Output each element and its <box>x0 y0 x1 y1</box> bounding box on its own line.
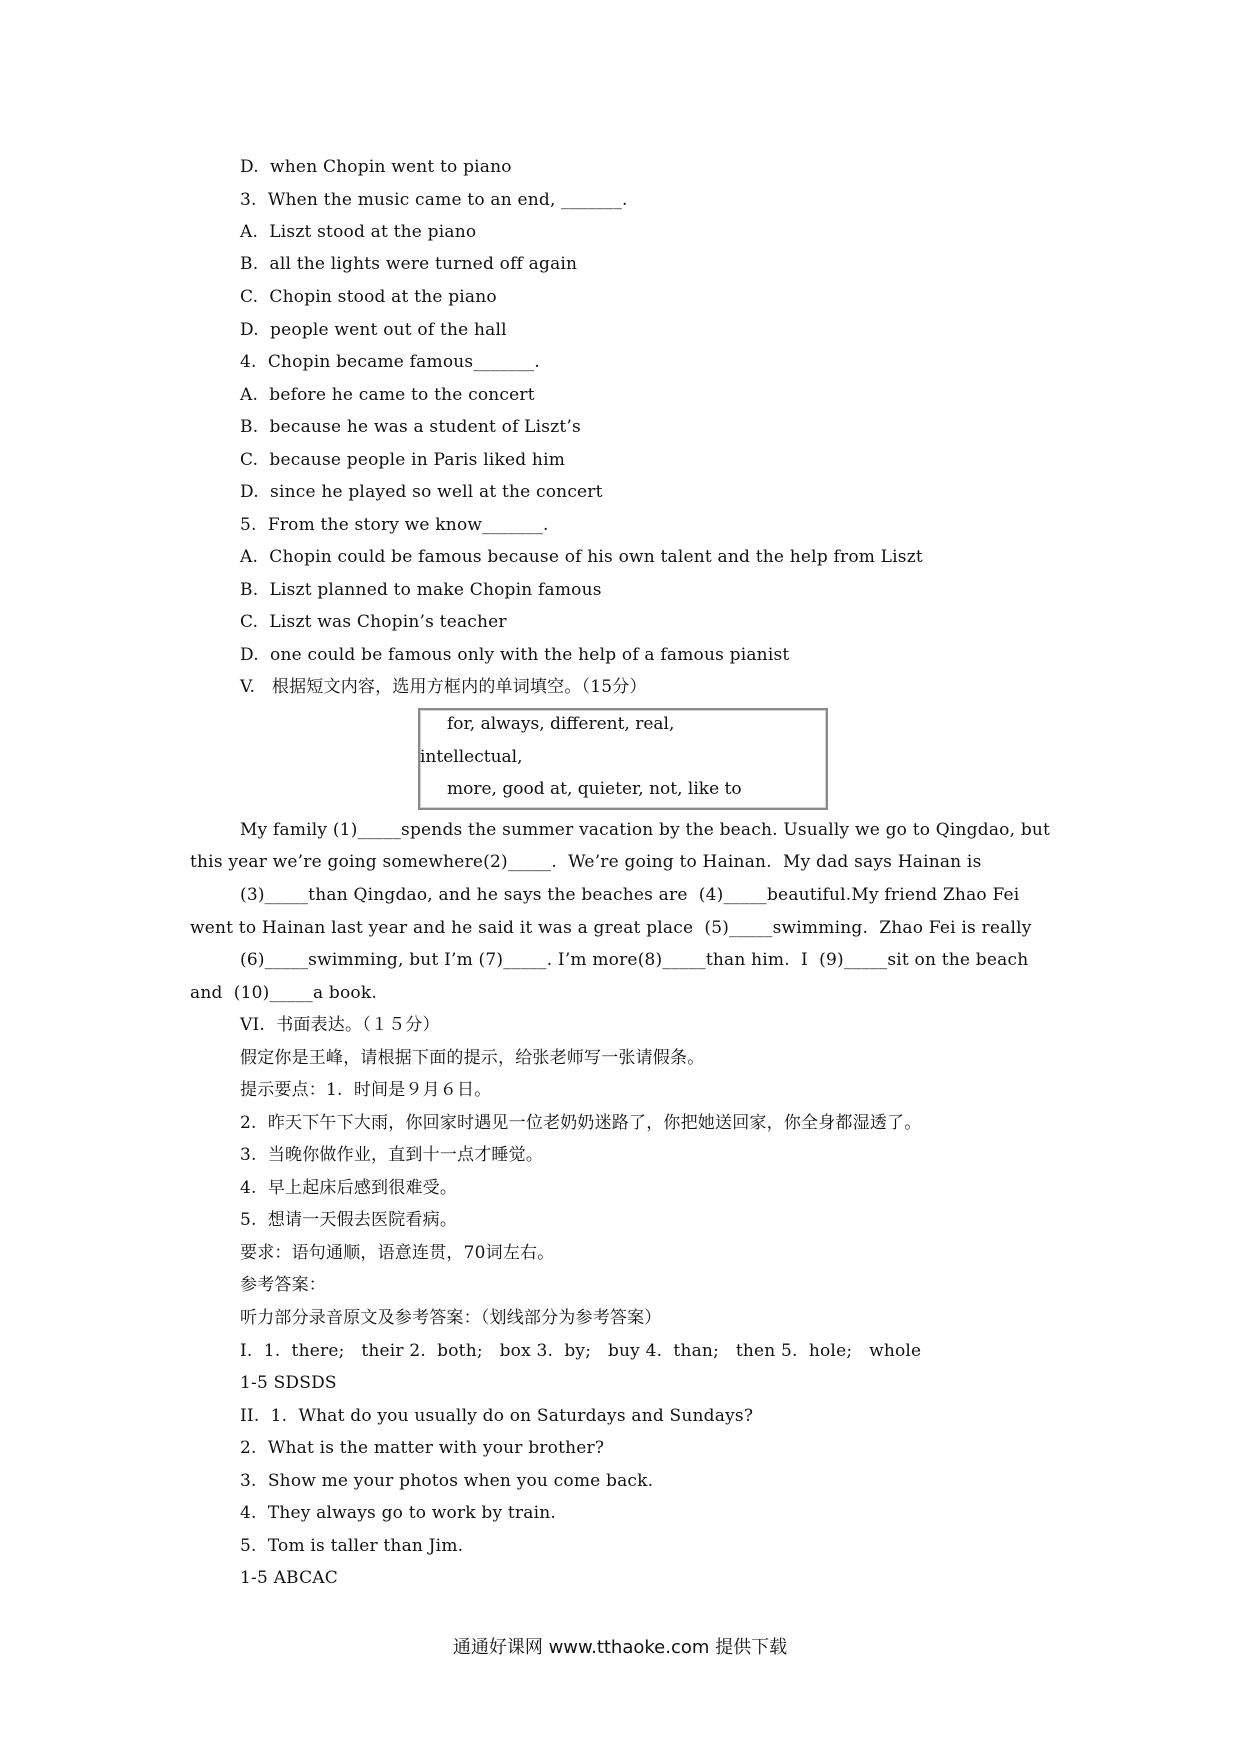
option-line: A. Liszt stood at the piano <box>240 222 477 242</box>
option-line: D. people went out of the hall <box>240 320 507 340</box>
listening-answer-heading: 听力部分录音原文及参考答案：（划线部分为参考答案） <box>240 1308 662 1328</box>
writing-point: 2. 昨天下午下大雨，你回家时遇见一位老奶奶迷路了，你把她送回家，你全身都湿透了。 <box>240 1113 922 1133</box>
option-line: A. Chopin could be famous because of his own talent and the help from Liszt <box>240 547 923 567</box>
option-line: A. before he came to the concert <box>240 385 535 405</box>
writing-point: 3. 当晚你做作业，直到十一点才睡觉。 <box>240 1145 544 1165</box>
passage-line: (6)_____swimming, but I’m (7)_____. I’m more(8)_____than him. I (9)_____sit on the beach <box>240 950 1029 970</box>
question-5: 5. From the story we know_______. <box>240 515 549 535</box>
writing-requirement: 要求：语句通顺，语意连贯，70词左右。 <box>240 1243 555 1263</box>
writing-prompt: 假定你是王峰，请根据下面的提示，给张老师写一张请假条。 <box>240 1048 705 1068</box>
question-3: 3. When the music came to an end, _______. <box>240 190 628 210</box>
option-line: B. Liszt planned to make Chopin famous <box>240 580 602 600</box>
passage-line: this year we’re going somewhere(2)_____. We’re going to Hainan. My dad says Hainan is <box>190 852 982 872</box>
option-line: C. Liszt was Chopin’s teacher <box>240 612 507 632</box>
writing-point: 4. 早上起床后感到很难受。 <box>240 1178 458 1198</box>
question-4: 4. Chopin became famous_______. <box>240 352 540 372</box>
answer-line: 3. Show me your photos when you come back. <box>240 1471 654 1491</box>
answer-line: 5. Tom is taller than Jim. <box>240 1536 464 1556</box>
passage-line: My family (1)_____spends the summer vacation by the beach. Usually we go to Qingdao, but <box>240 820 1051 840</box>
answer-line: 4. They always go to work by train. <box>240 1503 556 1523</box>
option-line: C. because people in Paris liked him <box>240 450 566 470</box>
passage-line: went to Hainan last year and he said it was a great place (5)_____swimming. Zhao Fei is really <box>190 918 1032 938</box>
answer-line: I. 1. there; their 2. both; box 3. by; buy 4. than; then 5. hole; whole <box>240 1341 922 1361</box>
word-box-line: for, always, different, real, <box>420 714 675 734</box>
option-line: B. because he was a student of Liszt’s <box>240 417 581 437</box>
passage-line: (3)_____than Qingdao, and he says the beaches are (4)_____beautiful.My friend Zhao Fei <box>240 885 1020 905</box>
answer-line: II. 1. What do you usually do on Saturdays and Sundays? <box>240 1406 754 1426</box>
passage-line: and (10)_____a book. <box>190 983 377 1003</box>
option-line: D. one could be famous only with the help of a famous pianist <box>240 645 790 665</box>
answer-heading: 参考答案： <box>240 1275 326 1295</box>
writing-point: 提示要点：1. 时间是９月６日。 <box>240 1080 492 1100</box>
answer-line: 1-5 ABCAC <box>240 1568 338 1588</box>
option-line: B. all the lights were turned off again <box>240 254 578 274</box>
section-v-heading: V. 根据短文内容，选用方框内的单词填空。（15分） <box>240 677 647 697</box>
page-footer: 通通好课网 www.tthaoke.com 提供下载 <box>452 1637 788 1658</box>
word-box-line: more, good at, quieter, not, like to <box>420 779 742 799</box>
option-line: C. Chopin stood at the piano <box>240 287 497 307</box>
option-line: D. since he played so well at the concert <box>240 482 603 502</box>
answer-line: 1-5 SDSDS <box>240 1373 337 1393</box>
writing-point: 5. 想请一天假去医院看病。 <box>240 1210 458 1230</box>
word-box-line: intellectual, <box>420 747 523 767</box>
answer-line: 2. What is the matter with your brother? <box>240 1438 605 1458</box>
text-line: D. when Chopin went to piano <box>240 157 512 177</box>
section-vi-heading: VI. 书面表达。（１５分） <box>240 1015 440 1035</box>
